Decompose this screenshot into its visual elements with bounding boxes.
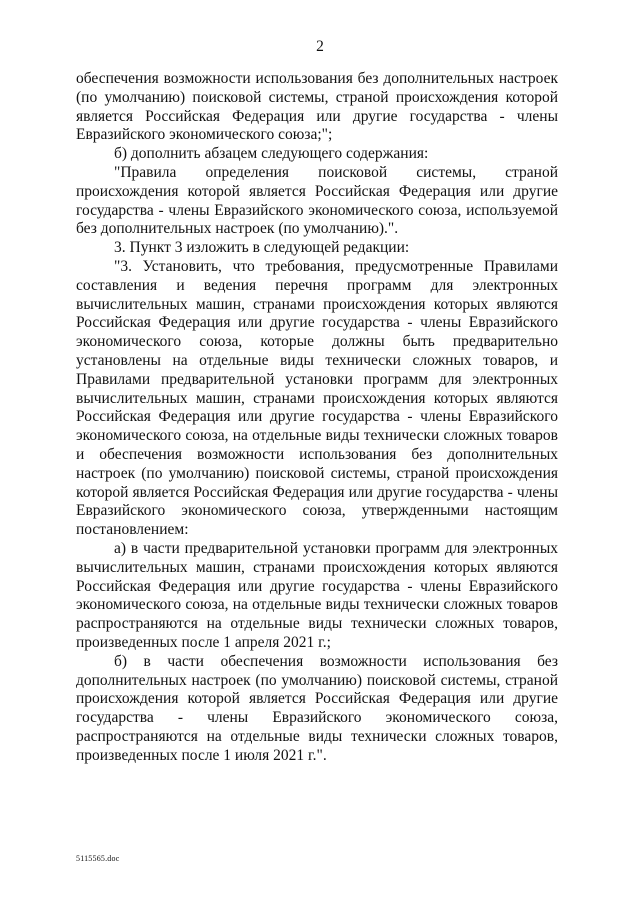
paragraph-continuation: обеспечения возможности использования без дополнительных настроек (по умолчанию) поисковой системы, страной происхождения которой является Российская Федерация или другие государства - члены Евразийского экономического союза;"; xyxy=(76,70,558,144)
paragraph-item-3-text: "3. Установить, что требования, предусмотренные Правилами составления и ведения перечня программ для электронных вычислительных машин, странами происхождения которых являются Российская Федерация или другие государства - члены Евразийского экономического союза, которые должны быть предварительно установлены на отдельные виды технически сложных товаров, и Правилами предварительной установки программ для электронных вычислительных машин, странами происхождения которых являются Российская Федерация или другие государства - члены Евразийского экономического союза, на отдельные виды технически сложных товаров и обеспечения возможности использования без дополнительных настроек (по умолчанию) поисковой системы, страной происхождения которой является Российская Федерация или другие государства - члены Евразийского экономического союза, утвержденными настоящим постановлением: xyxy=(76,257,558,539)
footer-filename: 5115565.doc xyxy=(76,854,120,863)
page-number: 2 xyxy=(316,38,324,55)
document-body xyxy=(76,70,558,765)
paragraph-subitem-a: а) в части предварительной установки программ для электронных вычислительных машин, странами происхождения которых являются Российская Федерация или другие государства - члены Евразийского экономического союза, на отдельные виды технически сложных товаров распространяются на отдельные виды технически сложных товаров, произведенных после 1 апреля 2021 г.; xyxy=(76,539,558,651)
paragraph-subitem-b: б) дополнить абзацем следующего содержания: xyxy=(114,145,429,163)
paragraph-subitem-b-final: б) в части обеспечения возможности использования без дополнительных настроек (по умолчанию) поисковой системы, страной происхождения которой является Российская Федерация или другие государства - члены Евразийского экономического союза, распространяются на отдельные виды технически сложных товаров, произведенных после 1 июля 2021 г.". xyxy=(76,652,558,764)
paragraph-quoted-rules-title: "Правила определения поисковой системы, страной происхождения которой является Российская Федерация или другие государства - члены Евразийского экономического союза, используемой без дополнительных настроек (по умолчанию).". xyxy=(76,163,558,238)
paragraph-item-3: 3. Пункт 3 изложить в следующей редакции: xyxy=(114,239,410,257)
